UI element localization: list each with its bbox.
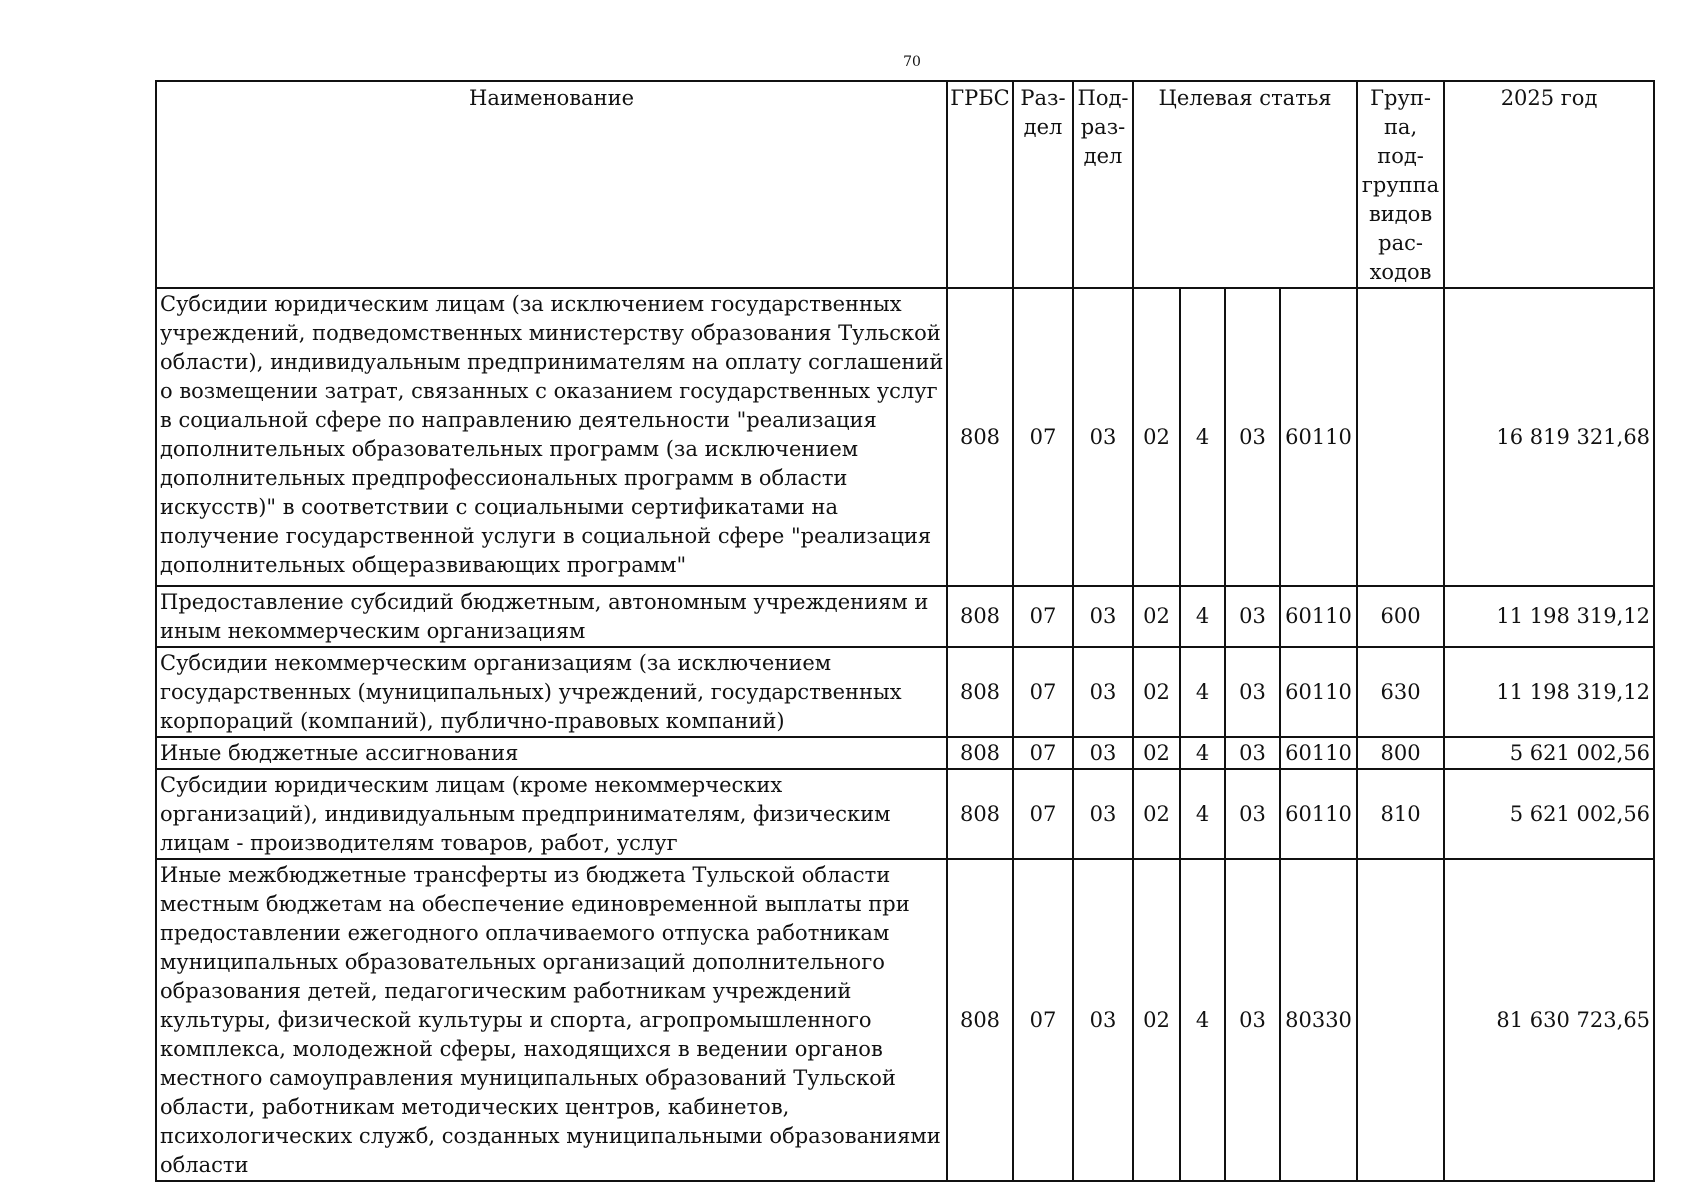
header-razdel-line: дел	[1023, 115, 1063, 139]
row-target-program: 02	[1133, 586, 1180, 647]
row-amount: 81 630 723,65	[1444, 859, 1654, 1181]
row-target-subprogram: 03	[1225, 586, 1280, 647]
row-podrazdel: 03	[1073, 288, 1133, 586]
row-name: Субсидии юридическим лицам (кроме некоммерческих организаций), индивидуальным предпринимателям, физическим лицам - производителям товаров, работ, услуг	[156, 769, 947, 859]
row-target-program: 02	[1133, 859, 1180, 1181]
table-row	[156, 737, 1654, 769]
header-vr-line: видов	[1368, 202, 1433, 226]
row-target-type: 4	[1180, 859, 1225, 1181]
header-vr-group	[1357, 81, 1444, 288]
header-vr-line: па, под-	[1377, 115, 1424, 168]
row-name: Субсидии некоммерческим организациям (за исключением государственных (муниципальных) учреждений, государственных корпораций (компаний), публично-правовых компаний)	[156, 647, 947, 737]
row-vr: 600	[1357, 586, 1444, 647]
table-row	[156, 288, 1654, 586]
row-podrazdel: 03	[1073, 737, 1133, 769]
header-vr-line: Груп-	[1370, 86, 1431, 110]
row-vr	[1357, 288, 1444, 586]
row-vr: 810	[1357, 769, 1444, 859]
header-podrazdel	[1073, 81, 1133, 288]
header-podrazdel-line: Под-	[1077, 86, 1129, 110]
row-podrazdel: 03	[1073, 769, 1133, 859]
header-podrazdel-line: дел	[1083, 144, 1123, 168]
row-name: Иные межбюджетные трансферты из бюджета Тульской области местным бюджетам на обеспечение единовременной выплаты при предоставлении ежегодного оплачиваемого отпуска работникам муниципальных образовательных организаций дополнительного образования детей, педагогическим работникам учреждений культуры, физической культуры и спорта, агропромышленного комплекса, молодежной сферы, находящихся в ведении органов местного самоуправления муниципальных образований Тульской области, работникам методических центров, кабинетов, психологических служб, созданных муниципальными образованиями области	[156, 859, 947, 1181]
row-amount: 11 198 319,12	[1444, 586, 1654, 647]
row-razdel: 07	[1013, 737, 1073, 769]
table-row	[156, 769, 1654, 859]
row-grbs: 808	[947, 737, 1013, 769]
row-grbs: 808	[947, 586, 1013, 647]
page-number: 70	[903, 54, 921, 70]
header-vr-line: ходов	[1369, 260, 1432, 284]
header-podrazdel-line: раз-	[1080, 115, 1126, 139]
row-target-direction: 60110	[1280, 586, 1357, 647]
header-year: 2025 год	[1444, 81, 1654, 288]
row-grbs: 808	[947, 769, 1013, 859]
header-row	[156, 81, 1654, 288]
row-grbs: 808	[947, 859, 1013, 1181]
row-target-program: 02	[1133, 288, 1180, 586]
row-target-subprogram: 03	[1225, 737, 1280, 769]
row-razdel: 07	[1013, 647, 1073, 737]
row-razdel: 07	[1013, 859, 1073, 1181]
row-target-type: 4	[1180, 647, 1225, 737]
row-name: Иные бюджетные ассигнования	[156, 737, 947, 769]
row-amount: 5 621 002,56	[1444, 769, 1654, 859]
header-grbs: ГРБС	[947, 81, 1013, 288]
row-target-direction: 80330	[1280, 859, 1357, 1181]
row-target-program: 02	[1133, 647, 1180, 737]
row-name: Субсидии юридическим лицам (за исключением государственных учреждений, подведомственных министерству образования Тульской области), индивидуальным предпринимателям на оплату соглашений о возмещении затрат, связанных с оказанием государственных услуг в социальной сфере по направлению деятельности "реализация дополнительных образовательных программ (за исключением дополнительных предпрофессиональных программ в области искусств)" в соответствии с социальными сертификатами на получение государственной услуги в социальной сфере "реализация дополнительных общеразвивающих программ"	[156, 288, 947, 586]
row-grbs: 808	[947, 288, 1013, 586]
row-target-type: 4	[1180, 586, 1225, 647]
row-target-subprogram: 03	[1225, 769, 1280, 859]
header-razdel-line: Раз-	[1020, 86, 1066, 110]
row-amount: 5 621 002,56	[1444, 737, 1654, 769]
budget-table	[155, 80, 1655, 1182]
row-target-type: 4	[1180, 769, 1225, 859]
row-vr	[1357, 859, 1444, 1181]
row-target-direction: 60110	[1280, 647, 1357, 737]
row-target-program: 02	[1133, 769, 1180, 859]
table-row	[156, 647, 1654, 737]
row-vr: 800	[1357, 737, 1444, 769]
row-target-type: 4	[1180, 737, 1225, 769]
table-row	[156, 859, 1654, 1181]
row-target-type: 4	[1180, 288, 1225, 586]
row-target-program: 02	[1133, 737, 1180, 769]
row-razdel: 07	[1013, 769, 1073, 859]
row-razdel: 07	[1013, 586, 1073, 647]
row-podrazdel: 03	[1073, 586, 1133, 647]
row-amount: 16 819 321,68	[1444, 288, 1654, 586]
header-target: Целевая статья	[1133, 81, 1357, 288]
header-vr-line: рас-	[1378, 231, 1423, 255]
row-podrazdel: 03	[1073, 859, 1133, 1181]
row-amount: 11 198 319,12	[1444, 647, 1654, 737]
row-name: Предоставление субсидий бюджетным, автономным учреждениям и иным некоммерческим организациям	[156, 586, 947, 647]
row-target-subprogram: 03	[1225, 859, 1280, 1181]
row-target-subprogram: 03	[1225, 288, 1280, 586]
row-grbs: 808	[947, 647, 1013, 737]
row-razdel: 07	[1013, 288, 1073, 586]
row-target-direction: 60110	[1280, 288, 1357, 586]
row-vr: 630	[1357, 647, 1444, 737]
row-target-direction: 60110	[1280, 737, 1357, 769]
row-target-subprogram: 03	[1225, 647, 1280, 737]
header-name: Наименование	[156, 81, 947, 288]
row-podrazdel: 03	[1073, 647, 1133, 737]
row-target-direction: 60110	[1280, 769, 1357, 859]
header-razdel	[1013, 81, 1073, 288]
table-row	[156, 586, 1654, 647]
header-vr-line: группа	[1361, 173, 1440, 197]
